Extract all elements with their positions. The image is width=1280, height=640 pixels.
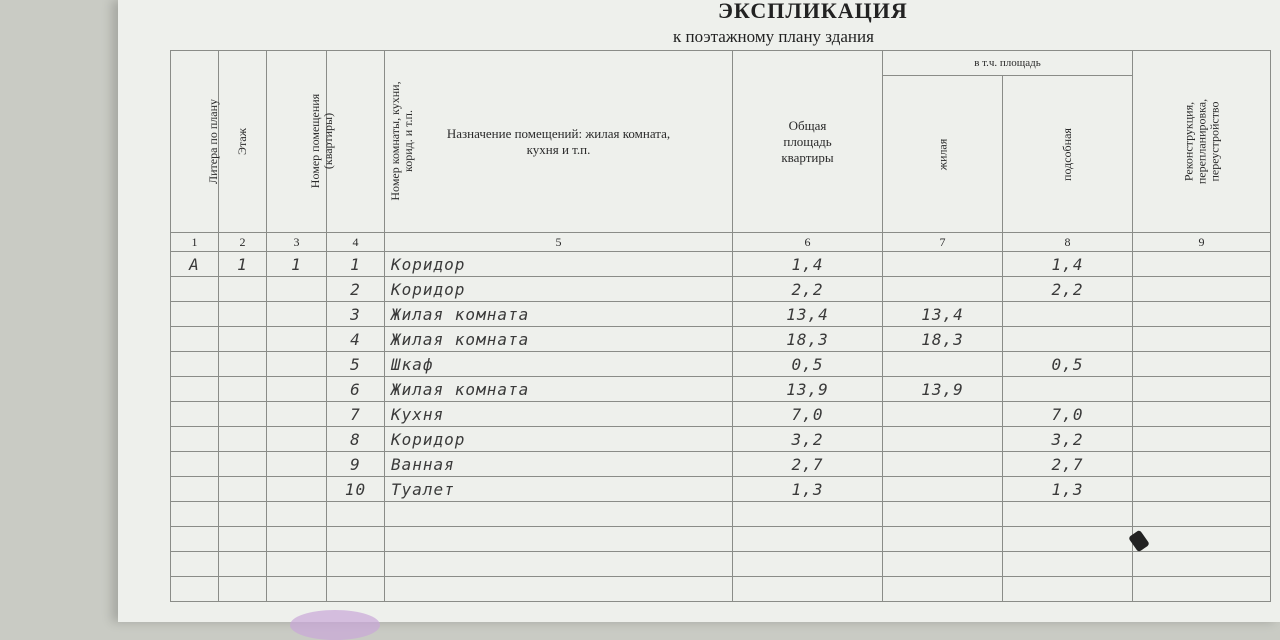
cell-room-name: Кухня: [385, 402, 733, 427]
empty-row: [171, 552, 1271, 577]
cell-aux-area: [1003, 327, 1133, 352]
cell-rekonstrukciya: [1133, 402, 1271, 427]
cell-total-area: 18,3: [733, 327, 883, 352]
cell-room-name: Туалет: [385, 477, 733, 502]
table-row: [171, 252, 1271, 277]
cell-rekonstrukciya: [1133, 302, 1271, 327]
cell-room-name: Жилая комната: [385, 327, 733, 352]
cell-living-area: 18,3: [883, 327, 1003, 352]
cell-pomeshchenie: [267, 377, 327, 402]
cell-aux-area: [1003, 302, 1133, 327]
cell-pomeshchenie: 1: [267, 252, 327, 277]
cell-pomeshchenie: [267, 452, 327, 477]
table-row: [171, 327, 1271, 352]
cell-rekonstrukciya: [1133, 327, 1271, 352]
cell-room-name: Жилая комната: [385, 302, 733, 327]
cell-rekonstrukciya: [1133, 427, 1271, 452]
cell-etazh: 1: [219, 252, 267, 277]
cell-room-number: 7: [327, 402, 385, 427]
cell-room-number: 4: [327, 327, 385, 352]
cell-litera: А: [171, 252, 219, 277]
cell-pomeshchenie: [267, 477, 327, 502]
cell-total-area: 13,4: [733, 302, 883, 327]
table-row: [171, 352, 1271, 377]
cell-total-area: 1,4: [733, 252, 883, 277]
cell-litera: [171, 402, 219, 427]
header-etazh: Этаж: [219, 51, 267, 233]
cell-living-area: [883, 277, 1003, 302]
header-litera: Литера по плану: [171, 51, 219, 233]
cell-litera: [171, 277, 219, 302]
table-row: [171, 452, 1271, 477]
cell-living-area: [883, 252, 1003, 277]
cell-room-number: 8: [327, 427, 385, 452]
header-v-tch: в т.ч. площадь: [883, 51, 1133, 76]
cell-room-number: 2: [327, 277, 385, 302]
table-row: [171, 277, 1271, 302]
cell-etazh: [219, 302, 267, 327]
cell-total-area: 0,5: [733, 352, 883, 377]
explication-table: [170, 50, 1271, 602]
cell-living-area: [883, 402, 1003, 427]
table-row: [171, 477, 1271, 502]
header-podsobnaya: подсобная: [1003, 76, 1133, 233]
cell-total-area: 3,2: [733, 427, 883, 452]
cell-room-name: Коридор: [385, 427, 733, 452]
cell-etazh: [219, 452, 267, 477]
table-row: [171, 427, 1271, 452]
cell-aux-area: 2,7: [1003, 452, 1133, 477]
cell-total-area: 13,9: [733, 377, 883, 402]
cell-room-name: Коридор: [385, 277, 733, 302]
header-komnata: Номер комнаты, кухни, корид. и т.п.: [327, 51, 385, 233]
cell-aux-area: 2,2: [1003, 277, 1133, 302]
header-row: [171, 51, 1271, 76]
cell-total-area: 1,3: [733, 477, 883, 502]
cell-etazh: [219, 327, 267, 352]
column-number-row: 1 2 3 4 5 6 7 8 9: [171, 233, 1271, 252]
cell-aux-area: 0,5: [1003, 352, 1133, 377]
cell-litera: [171, 477, 219, 502]
header-naznachenie: Назначение помещений: жилая комната, кухня и т.п.: [385, 51, 733, 233]
stamp-mark: [290, 610, 380, 640]
cell-pomeshchenie: [267, 402, 327, 427]
cell-living-area: [883, 427, 1003, 452]
cell-aux-area: 3,2: [1003, 427, 1133, 452]
header-rekonstrukciya: Реконструкция, перепланировка, переустройство: [1133, 51, 1271, 233]
cell-litera: [171, 327, 219, 352]
cell-litera: [171, 377, 219, 402]
cell-pomeshchenie: [267, 302, 327, 327]
empty-row: [171, 527, 1271, 552]
cell-room-name: Ванная: [385, 452, 733, 477]
cell-pomeshchenie: [267, 277, 327, 302]
cell-rekonstrukciya: [1133, 477, 1271, 502]
cell-aux-area: [1003, 377, 1133, 402]
cell-room-name: Шкаф: [385, 352, 733, 377]
cell-room-name: Коридор: [385, 252, 733, 277]
document-subtitle: к поэтажному плану здания: [673, 27, 874, 46]
cell-aux-area: 7,0: [1003, 402, 1133, 427]
cell-rekonstrukciya: [1133, 452, 1271, 477]
table-row: [171, 302, 1271, 327]
cell-room-name: Жилая комната: [385, 377, 733, 402]
cell-etazh: [219, 477, 267, 502]
cell-etazh: [219, 427, 267, 452]
cell-living-area: 13,4: [883, 302, 1003, 327]
table-row: [171, 402, 1271, 427]
empty-row: [171, 502, 1271, 527]
cell-living-area: [883, 452, 1003, 477]
cell-living-area: [883, 477, 1003, 502]
cell-pomeshchenie: [267, 327, 327, 352]
cell-living-area: [883, 352, 1003, 377]
cell-room-number: 1: [327, 252, 385, 277]
cell-total-area: 7,0: [733, 402, 883, 427]
cell-room-number: 9: [327, 452, 385, 477]
cell-litera: [171, 427, 219, 452]
cell-etazh: [219, 277, 267, 302]
cell-litera: [171, 452, 219, 477]
cell-aux-area: 1,4: [1003, 252, 1133, 277]
cell-room-number: 5: [327, 352, 385, 377]
cell-rekonstrukciya: [1133, 352, 1271, 377]
cell-litera: [171, 302, 219, 327]
cell-etazh: [219, 352, 267, 377]
cell-total-area: 2,2: [733, 277, 883, 302]
cell-room-number: 3: [327, 302, 385, 327]
header-zhilaya: жилая: [883, 76, 1003, 233]
cell-litera: [171, 352, 219, 377]
cell-total-area: 2,7: [733, 452, 883, 477]
cell-living-area: 13,9: [883, 377, 1003, 402]
cell-aux-area: 1,3: [1003, 477, 1133, 502]
cell-pomeshchenie: [267, 427, 327, 452]
header-pomeshchenie: Номер помещения (квартиры): [267, 51, 327, 233]
header-obshchaya: Общая площадь квартиры: [733, 51, 883, 233]
cell-rekonstrukciya: [1133, 252, 1271, 277]
cell-room-number: 6: [327, 377, 385, 402]
cell-pomeshchenie: [267, 352, 327, 377]
cell-etazh: [219, 402, 267, 427]
empty-row: [171, 577, 1271, 602]
document-title: ЭКСПЛИКАЦИЯ: [718, 0, 908, 23]
cell-room-number: 10: [327, 477, 385, 502]
cell-rekonstrukciya: [1133, 377, 1271, 402]
cell-rekonstrukciya: [1133, 277, 1271, 302]
table-row: [171, 377, 1271, 402]
cell-etazh: [219, 377, 267, 402]
